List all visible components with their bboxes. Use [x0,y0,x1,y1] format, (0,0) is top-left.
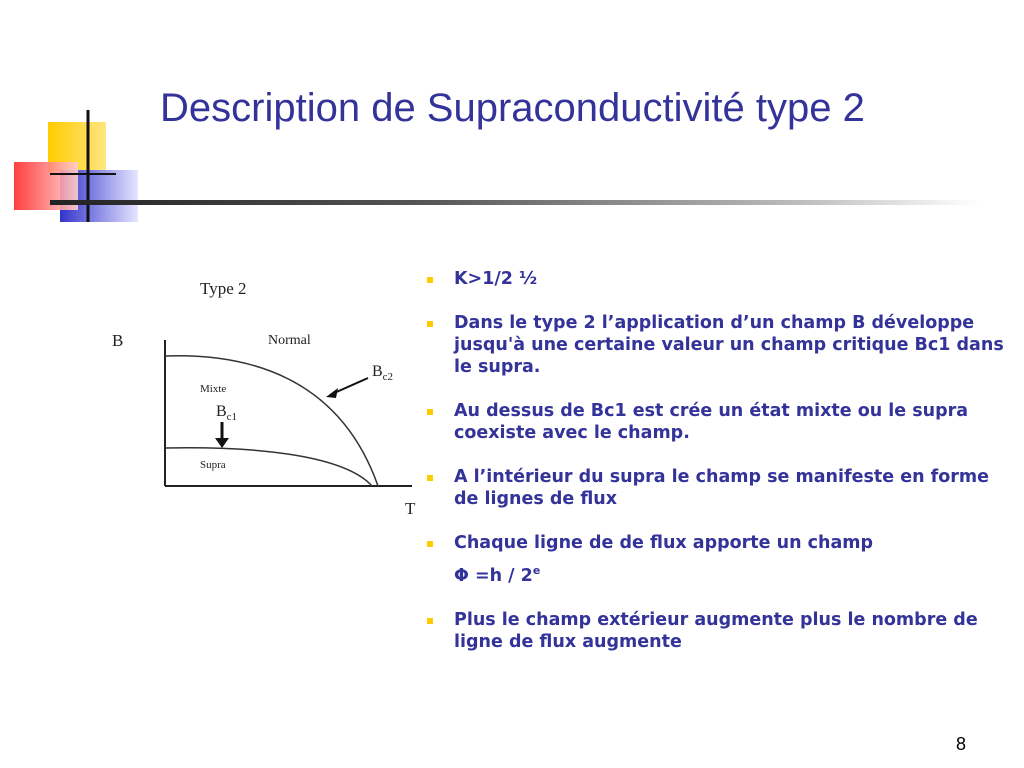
bullet-item [426,466,1016,510]
bc2-arrow [332,378,368,394]
bc1-curve [165,448,372,486]
bullet-marker [427,409,433,415]
corner-decoration [0,0,170,230]
phase-diagram [100,268,430,528]
bullet-marker [427,618,433,624]
bullet-item [426,532,1016,587]
bc1-label: $B_{c1}$ [216,403,238,423]
bullet-text: Dans le type 2 l’application d’un champ B développe jusqu'à une certaine valeur un champ critique Bc1 dans le supra. [454,313,1004,377]
bullet-item [426,400,1016,444]
bullet-item [426,312,1016,378]
bullet-text: A l’intérieur du supra le champ se manifeste en forme de lignes de flux [454,467,990,509]
bullet-text: K>1/2 ½ [454,269,538,289]
bullet-text: Chaque ligne de de flux apporte un champ [454,533,874,553]
region-mixte-label: Mixte [200,383,227,395]
bullet-marker [427,541,433,547]
region-supra-label: Supra [200,459,226,471]
region-normal-label: Normal [268,333,311,348]
slide-title: Description de Supraconductivité type 2 [160,86,865,130]
bullet-marker [427,475,433,481]
y-axis-label: B [112,331,124,350]
figure-title: Type 2 [200,279,247,298]
bullet-text: Au dessus de Bc1 est crée un état mixte ou le supra coexiste avec le champ. [454,401,969,443]
bullet-text: Plus le champ extérieur augmente plus le nombre de ligne de flux augmente [454,609,978,652]
bullet-item [426,268,1016,290]
bc1-arrowhead [215,438,229,448]
bullet-list [426,268,1016,675]
bullet-marker [427,277,433,283]
flux-formula: Φ =h / 2e [454,564,541,586]
bc2-label: $B_{c2}$ [372,363,394,383]
bullet-item [426,609,1016,653]
bc2-arrowhead [326,388,338,398]
x-axis-label: T [405,499,416,518]
bullet-marker [427,321,433,327]
page-number: 8 [955,734,966,754]
bc2-curve [165,356,378,486]
title-divider [50,200,980,205]
